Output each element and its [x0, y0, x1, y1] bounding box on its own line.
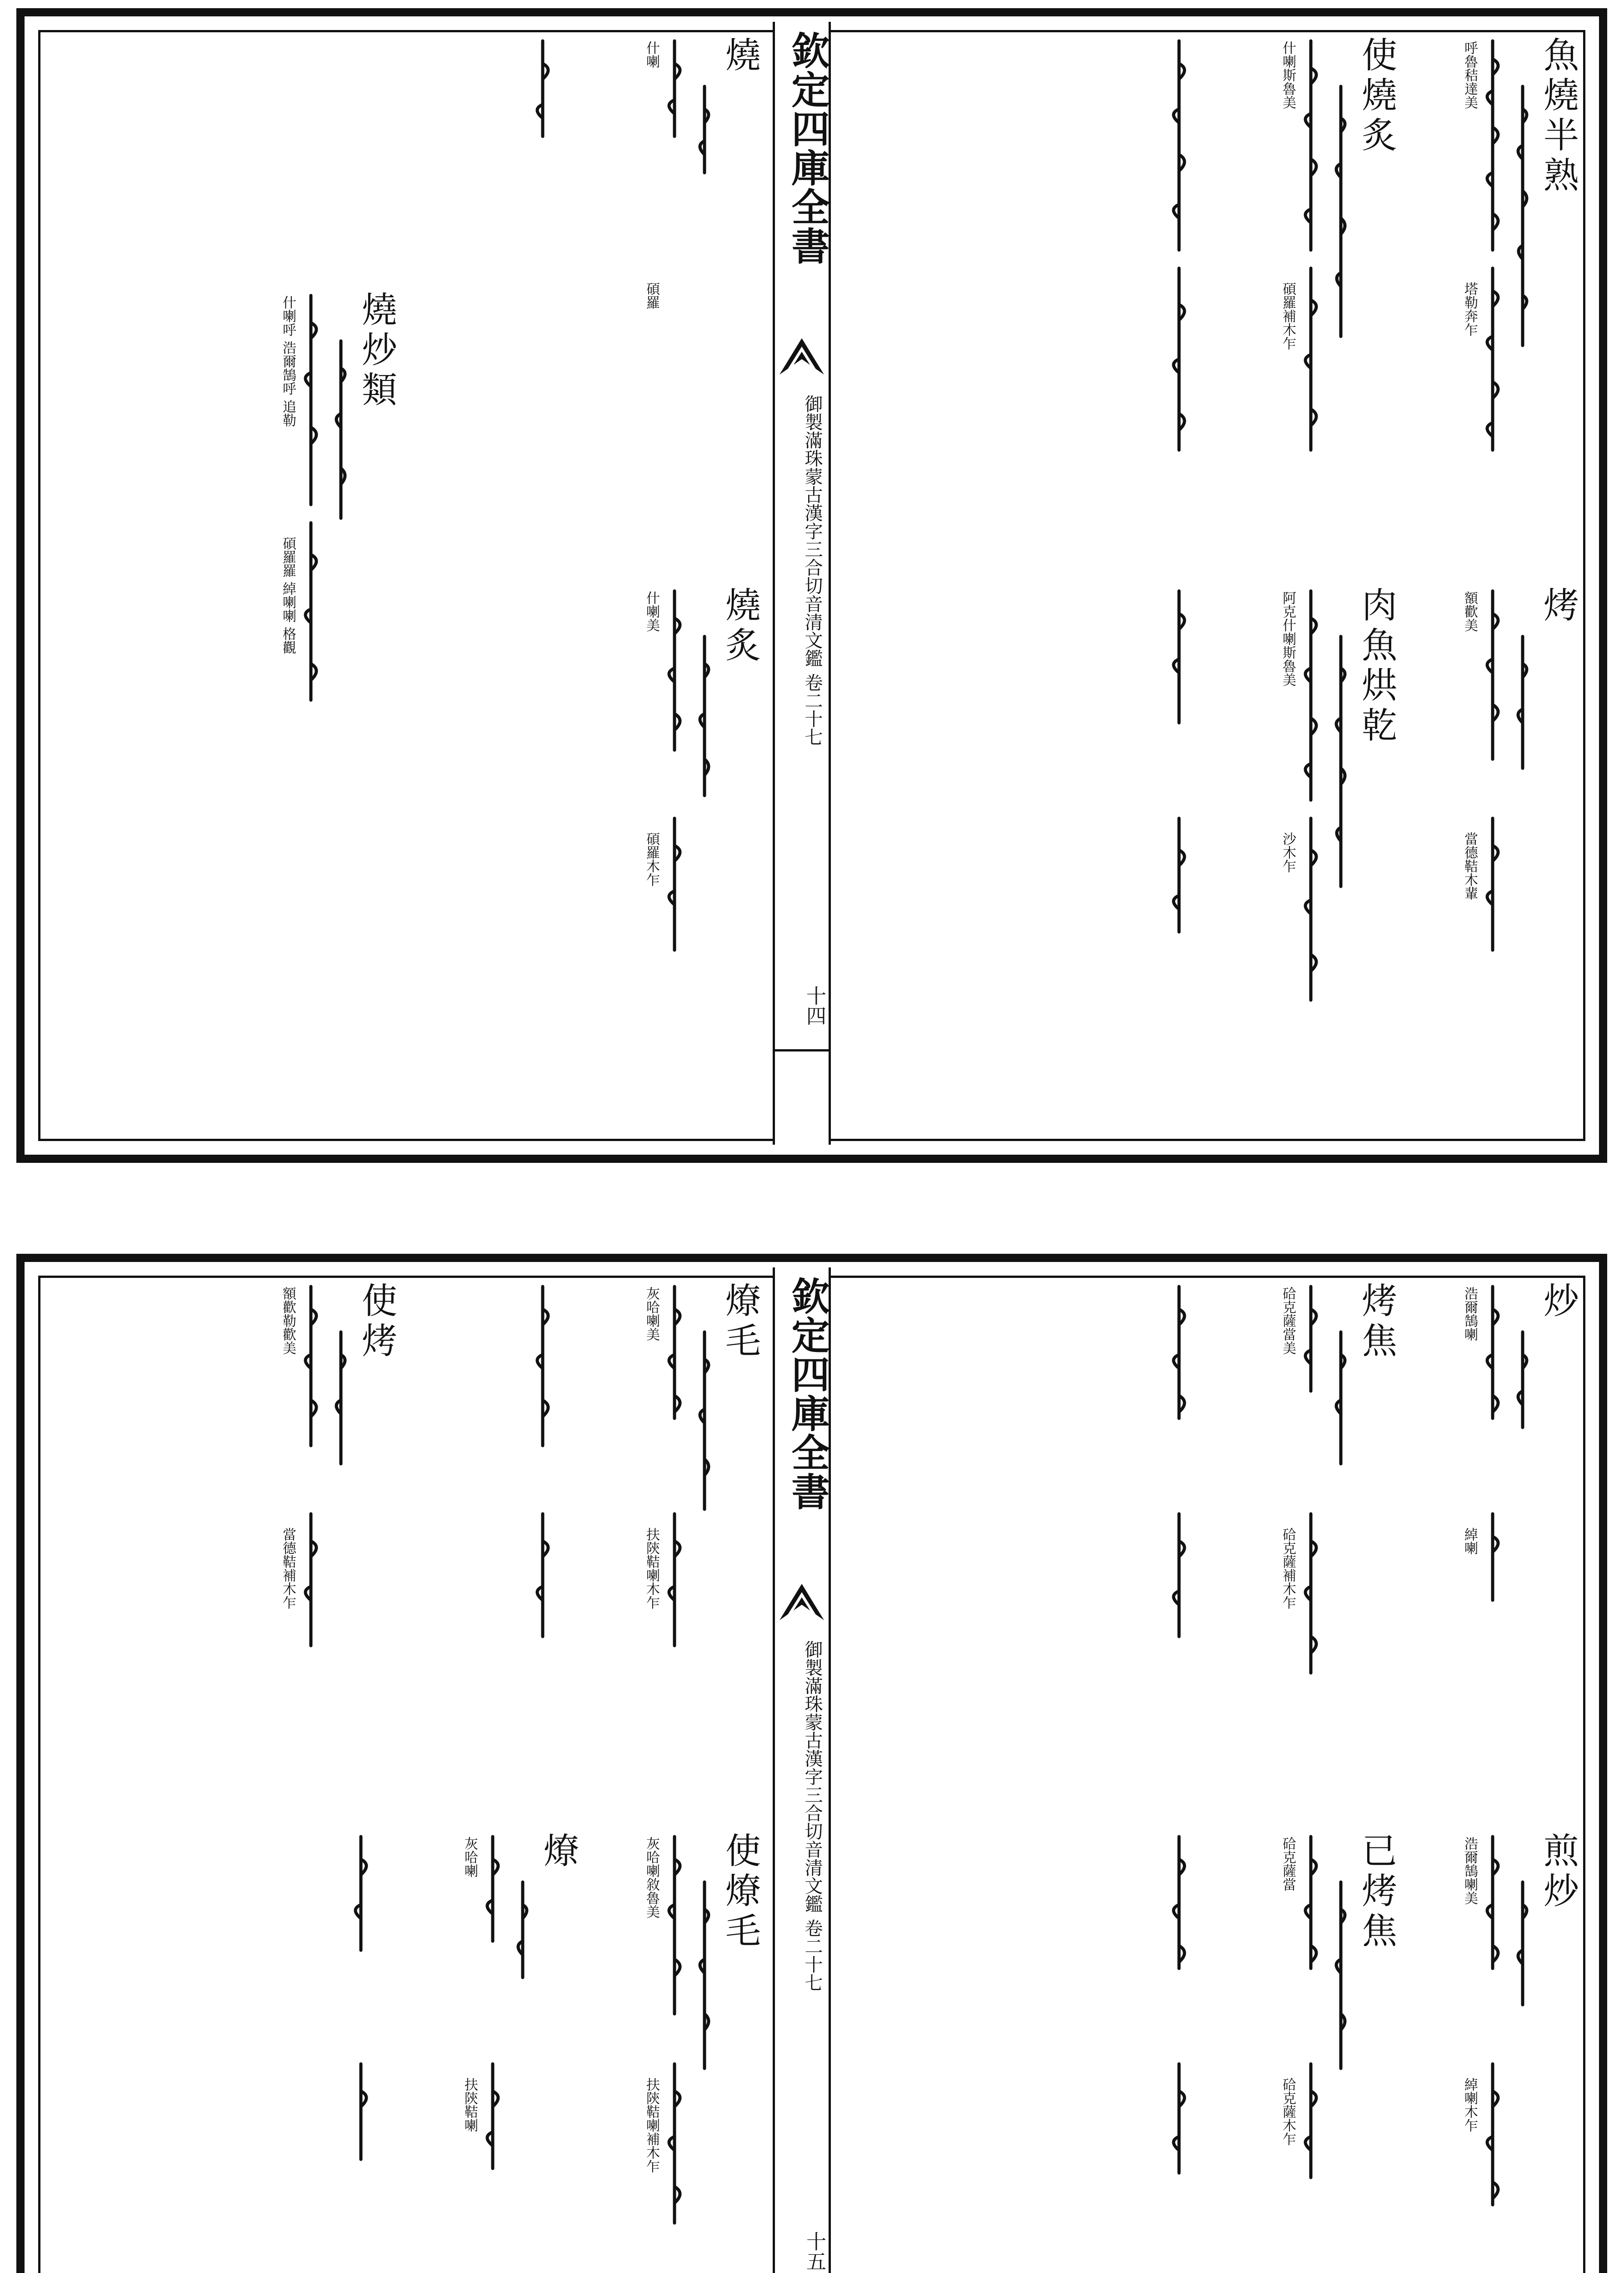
manchu-script-column [658, 1282, 691, 1500]
dictionary-entry [1086, 1273, 1223, 1796]
transliteration-note: 灰哈喇 [462, 1837, 478, 1877]
entry-headword: 燒炙 [720, 586, 760, 666]
manchu-script-column [526, 1282, 559, 1500]
entry-headword: 燒 [720, 36, 760, 76]
manchu-script-column [1294, 36, 1327, 255]
page-number: 十四 [803, 986, 826, 1026]
entry-headword: 已烤焦 [1356, 1832, 1397, 1952]
manchu-script-column [1163, 1509, 1195, 1700]
left-half-entries [36, 27, 768, 1127]
manchu-script-column [476, 2059, 509, 2250]
manchu-script-column [345, 1832, 377, 2050]
fish-tail-mark-icon [778, 335, 826, 376]
entry-headword: 使烤 [356, 1282, 397, 1362]
book-title: 欽定四庫全書 [785, 31, 830, 265]
transliteration-note: 硆克薩補木乍 [1280, 1527, 1296, 1609]
manchu-script-column [658, 586, 691, 805]
book-title: 欽定四庫全書 [785, 1277, 830, 1511]
mongolian-script-reading [691, 632, 718, 905]
transliteration-note: 塔勒奔乍 [1462, 282, 1478, 336]
volume-subtitle: 御製滿珠蒙古漢字三合切音清文鑑 卷二十七 [802, 395, 823, 746]
mongolian-script-reading [1327, 1877, 1354, 2150]
entry-headword: 魚燒半熟 [1538, 36, 1579, 196]
manchu-script-column [1476, 1832, 1509, 2050]
dictionary-entry [1268, 27, 1404, 550]
manchu-script-column [1476, 1282, 1509, 1500]
manchu-script-column [295, 1509, 327, 1700]
manchu-script-column [295, 1282, 327, 1500]
transliteration-note: 浩爾鵠喇 [1462, 1287, 1478, 1341]
mongolian-script-reading [1327, 632, 1354, 905]
manchu-script-column [658, 814, 691, 1005]
dictionary-entry [268, 282, 405, 805]
spine-label [773, 22, 831, 1145]
dictionary-entry [1086, 27, 1223, 550]
spine-label [773, 1267, 831, 2273]
transliteration-note: 扶陝鞊喇 [462, 2078, 478, 2132]
manchu-script-column [1163, 36, 1195, 255]
dictionary-entry [450, 27, 586, 550]
transliteration-note: 硆克薩木乍 [1280, 2078, 1296, 2146]
transliteration-note: 當德鞊補木乍 [280, 1527, 296, 1609]
entry-headword: 使燎毛 [720, 1832, 760, 1952]
dictionary-entry [1450, 27, 1586, 550]
transliteration-note: 額歡美 [1462, 591, 1478, 632]
spine-divider [775, 1049, 829, 1051]
transliteration-note: 浩爾鵠喇美 [1462, 1837, 1478, 1905]
dictionary-entry [1450, 1823, 1586, 2273]
dictionary-entry [1268, 577, 1404, 1100]
entry-headword: 燒炒類 [356, 291, 397, 411]
manchu-script-column [295, 291, 327, 509]
manchu-script-column [658, 2059, 691, 2250]
mongolian-script-reading [691, 1877, 718, 2150]
transliteration-note: 額歡勒歡美 [280, 1287, 296, 1355]
mongolian-script-reading [327, 336, 355, 609]
mongolian-script-reading [327, 1327, 355, 1600]
mongolian-script-reading [509, 1877, 536, 2150]
transliteration-note: 什喇呼 浩爾鵠呼 追勒 [280, 295, 296, 427]
mongolian-script-reading [1509, 1327, 1536, 1600]
transliteration-note: 沙木乍 [1280, 832, 1296, 873]
dictionary-entry [450, 1273, 586, 1796]
transliteration-note: 碩羅 [644, 282, 660, 309]
transliteration-note: 扶陝鞊喇木乍 [644, 1527, 660, 1609]
mongolian-script-reading [1327, 1327, 1354, 1600]
dictionary-entry [1086, 1823, 1223, 2273]
manchu-script-column [1294, 1832, 1327, 2050]
page-lower [0, 1246, 1624, 2273]
transliteration-note: 什喇 [644, 41, 660, 68]
manchu-script-column [1476, 586, 1509, 805]
mongolian-script-reading [691, 82, 718, 355]
dictionary-entry [268, 1273, 405, 1796]
transliteration-note: 當德鞊木輩 [1462, 832, 1478, 900]
manchu-script-column [658, 36, 691, 255]
manchu-script-column [1163, 1282, 1195, 1500]
manchu-script-column [295, 518, 327, 709]
dictionary-entry [632, 1823, 768, 2273]
manchu-script-column [1294, 586, 1327, 805]
dictionary-entry [1450, 1273, 1586, 1796]
manchu-script-column [1294, 814, 1327, 1005]
dictionary-entry [1086, 577, 1223, 1100]
dictionary-entry [1450, 577, 1586, 1100]
entry-headword: 煎炒 [1538, 1832, 1579, 1912]
entry-headword: 炒 [1538, 1282, 1579, 1322]
manchu-script-column [1476, 1509, 1509, 1700]
mongolian-script-reading [1327, 82, 1354, 355]
dictionary-entry [268, 1823, 405, 2273]
dictionary-entry [1268, 1273, 1404, 1796]
transliteration-note: 綽喇 [1462, 1527, 1478, 1555]
entry-headword: 烤 [1538, 586, 1579, 626]
transliteration-note: 扶陝鞊喇補木乍 [644, 2078, 660, 2173]
entry-headword: 肉魚烘乾 [1356, 586, 1397, 746]
transliteration-note: 碩羅羅 綽喇喇 格觀 [280, 536, 296, 655]
entry-headword: 使燒炙 [1356, 36, 1397, 156]
manchu-script-column [1294, 1509, 1327, 1700]
manchu-script-column [1163, 586, 1195, 805]
mongolian-script-reading [1509, 1877, 1536, 2150]
mongolian-script-reading [1509, 632, 1536, 905]
manchu-script-column [526, 1509, 559, 1700]
transliteration-note: 灰哈喇敘魯美 [644, 1837, 660, 1918]
transliteration-note: 碩羅補木乍 [1280, 282, 1296, 350]
transliteration-note: 阿克什喇斯魯美 [1280, 591, 1296, 686]
mongolian-script-reading [691, 1327, 718, 1600]
manchu-script-column [658, 1832, 691, 2050]
left-half-entries [36, 1273, 768, 2273]
transliteration-note: 硆克薩當美 [1280, 1287, 1296, 1355]
dictionary-entry [632, 27, 768, 550]
manchu-script-column [1294, 2059, 1327, 2250]
transliteration-note: 灰哈喇美 [644, 1287, 660, 1341]
dictionary-entry [450, 1823, 586, 2273]
manchu-script-column [345, 2059, 377, 2250]
manchu-script-column [1476, 814, 1509, 1005]
manchu-script-column [1163, 814, 1195, 1005]
manchu-script-column [1294, 1282, 1327, 1500]
fish-tail-mark-icon [778, 1581, 826, 1622]
entry-headword: 燎 [538, 1832, 579, 1872]
manchu-script-column [1163, 264, 1195, 455]
dictionary-entry [632, 1273, 768, 1796]
entry-headword: 燎毛 [720, 1282, 760, 1362]
volume-subtitle: 御製滿珠蒙古漢字三合切音清文鑑 卷二十七 [802, 1640, 823, 1992]
transliteration-note: 綽喇木乍 [1462, 2078, 1478, 2132]
manchu-script-column [1476, 2059, 1509, 2250]
transliteration-note: 呼魯秸達美 [1462, 41, 1478, 109]
page-number: 十五 [803, 2231, 826, 2271]
mongolian-script-reading [1509, 82, 1536, 355]
right-half-entries [832, 1273, 1586, 2273]
manchu-script-column [476, 1832, 509, 2050]
manchu-script-column [1163, 1832, 1195, 2050]
dictionary-entry [632, 577, 768, 1100]
manchu-script-column [1476, 36, 1509, 255]
entry-headword: 烤焦 [1356, 1282, 1397, 1362]
manchu-script-column [1163, 2059, 1195, 2250]
manchu-script-column [658, 1509, 691, 1700]
transliteration-note: 什喇美 [644, 591, 660, 632]
right-half-entries [832, 27, 1586, 1127]
transliteration-note: 什喇斯魯美 [1280, 41, 1296, 109]
manchu-script-column [1294, 264, 1327, 455]
manchu-script-column [526, 36, 559, 255]
dictionary-entry [1268, 1823, 1404, 2273]
transliteration-note: 硆克薩當 [1280, 1837, 1296, 1891]
transliteration-note: 碩羅木乍 [644, 832, 660, 886]
manchu-script-column [1476, 264, 1509, 455]
